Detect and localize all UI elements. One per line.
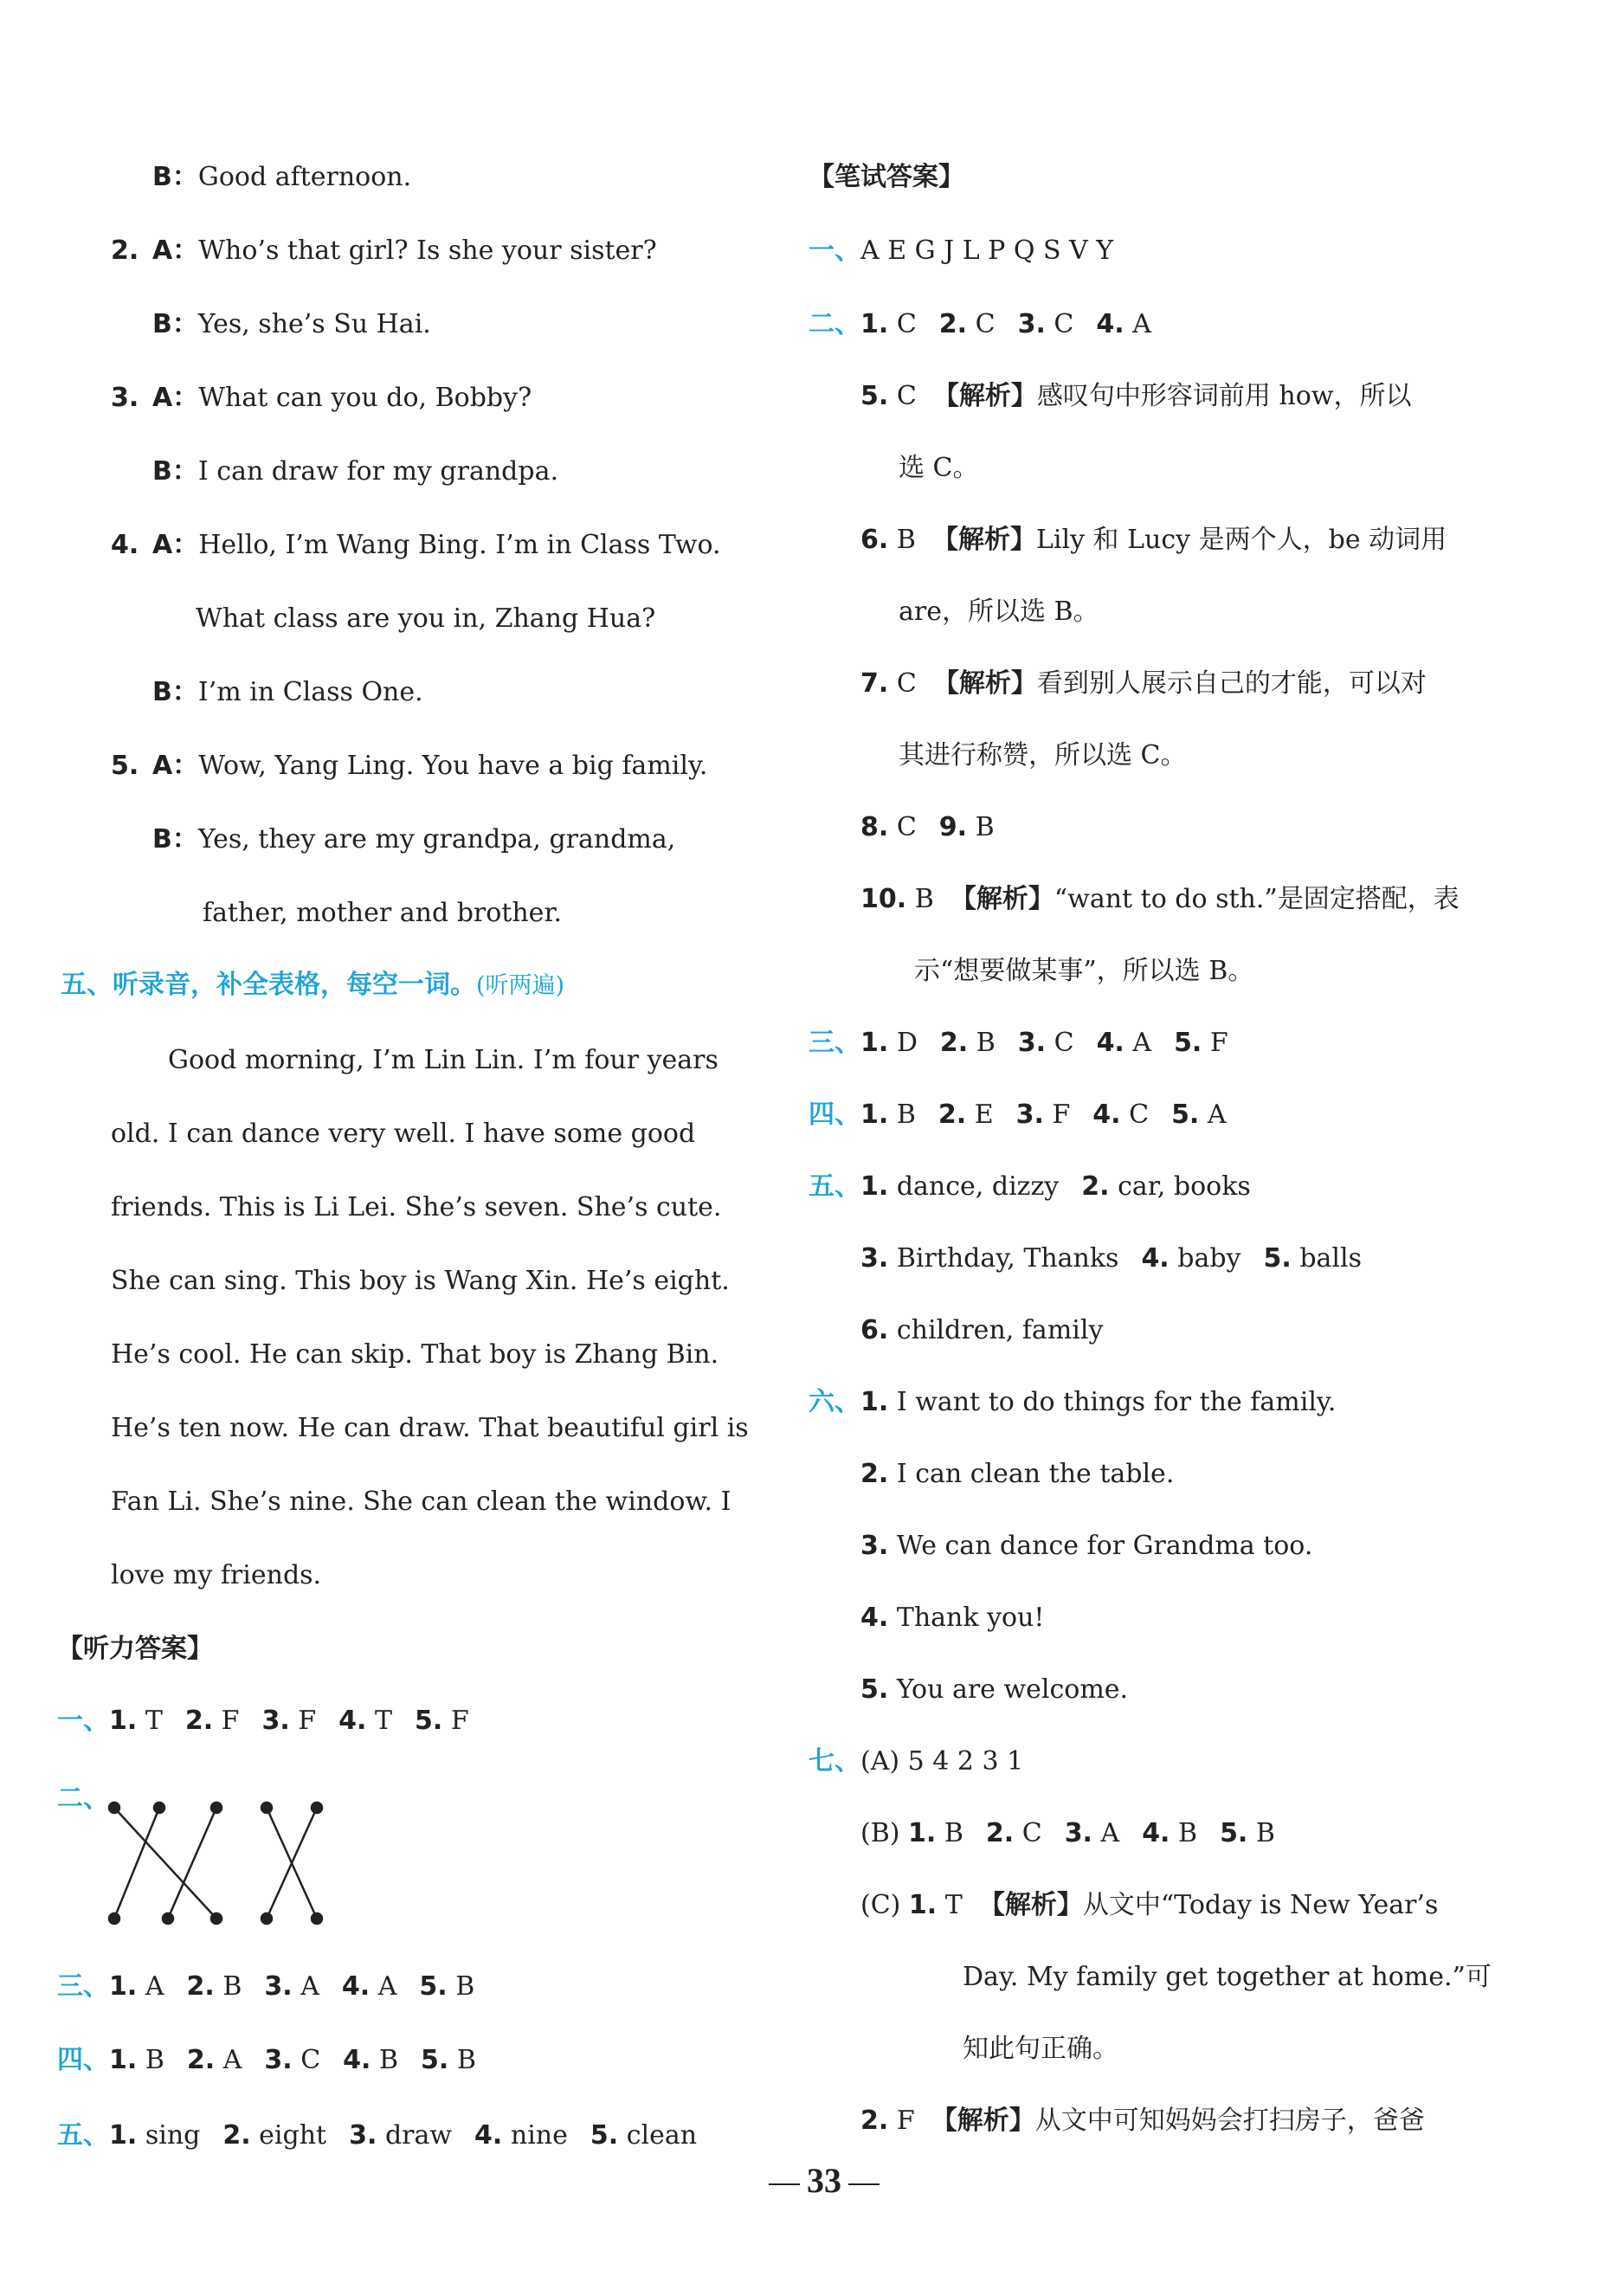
match-line-3 bbox=[168, 1808, 216, 1919]
written-q6-cont: are，所以选 B。 bbox=[899, 597, 1099, 627]
match-dot-top-3 bbox=[211, 1803, 222, 1813]
written-s6-5: 5. You are welcome. bbox=[860, 1674, 1129, 1705]
match-dot-bottom-1 bbox=[109, 1913, 119, 1924]
written-q5-cont: 选 C。 bbox=[899, 453, 979, 483]
match-dot-bottom-5 bbox=[312, 1913, 322, 1924]
match-dot-top-5 bbox=[312, 1803, 322, 1813]
passage-line-3: friends. This is Li Lei. She’s seven. She’s cute. bbox=[111, 1192, 722, 1222]
written-s1: 一、A E G J L P Q S V Y bbox=[809, 235, 1114, 266]
written-answers-header: 【笔试答案】 bbox=[809, 162, 964, 192]
listening-s4: 四、1. B 2. A 3. C 4. B 5. B bbox=[57, 2045, 476, 2075]
written-s3: 三、1. D 2. B 3. C 4. A 5. F bbox=[809, 1028, 1228, 1058]
written-q7-cont: 其进行称赞，所以选 C。 bbox=[899, 740, 1187, 771]
listening-s1: 一、1. T 2. F 3. F 4. T 5. F bbox=[57, 1706, 469, 1736]
dialog-line-10: B：Yes, they are my grandpa, grandma, bbox=[152, 824, 676, 855]
written-s5-row2: 3. Birthday, Thanks 4. baby 5. balls bbox=[860, 1243, 1363, 1274]
dialog-line-9: 5. A：Wow, Yang Ling. You have a big family. bbox=[111, 751, 708, 781]
written-q5: 5. C 【解析】感叹句中形容词前用 how，所以 bbox=[860, 381, 1412, 411]
written-s6-2: 2. I can clean the table. bbox=[860, 1459, 1175, 1489]
dialog-line-5: B：I can draw for my grandpa. bbox=[152, 456, 559, 487]
page-number-rule-right bbox=[848, 2183, 880, 2185]
written-s7-c1-cont1: Day. My family get together at home.”可 bbox=[963, 1962, 1492, 1992]
passage-line-6: He’s ten now. He can draw. That beautiful girl is bbox=[111, 1413, 749, 1443]
dialog-line-7: What class are you in, Zhang Hua? bbox=[196, 603, 656, 634]
passage-line-4: She can sing. This boy is Wang Xin. He’s eight. bbox=[111, 1266, 730, 1296]
match-dot-top-4 bbox=[261, 1803, 272, 1813]
section-5-title: 五、听录音，补全表格，每空一词。(听两遍) bbox=[61, 970, 565, 1000]
listening-s5: 五、1. sing 2. eight 3. draw 4. nine 5. clean bbox=[57, 2120, 698, 2151]
dialog-line-6: 4. A：Hello, I’m Wang Bing. I’m in Class Two. bbox=[111, 530, 721, 560]
written-q10: 10. B 【解析】“want to do sth.”是固定搭配，表 bbox=[860, 884, 1460, 914]
dialog-line-2: 2. A：Who’s that girl? Is she your sister? bbox=[111, 235, 657, 266]
match-dot-top-2 bbox=[154, 1803, 164, 1813]
dialog-line-3: B：Yes, she’s Su Hai. bbox=[152, 309, 431, 339]
listening-s3: 三、1. A 2. B 3. A 4. A 5. B bbox=[57, 1971, 475, 2002]
passage-line-7: Fan Li. She’s nine. She can clean the window. I bbox=[111, 1487, 731, 1517]
written-s6-1: 六、1. I want to do things for the family. bbox=[809, 1387, 1337, 1417]
match-dot-top-1 bbox=[109, 1803, 119, 1813]
page-number: 33 bbox=[762, 2160, 886, 2201]
passage-line-1: Good morning, I’m Lin Lin. I’m four years bbox=[168, 1045, 719, 1075]
written-s6-3: 3. We can dance for Grandma too. bbox=[860, 1531, 1313, 1561]
written-s6-4: 4. Thank you! bbox=[860, 1603, 1045, 1633]
written-q10-cont: 示“想要做某事”，所以选 B。 bbox=[914, 956, 1254, 986]
written-s7-a: 七、(A) 5 4 2 3 1 bbox=[809, 1746, 1024, 1777]
written-q7: 7. C 【解析】看到别人展示自己的才能，可以对 bbox=[860, 668, 1427, 699]
written-s5-row3: 6. children, family bbox=[860, 1315, 1104, 1345]
match-dot-bottom-4 bbox=[261, 1913, 272, 1924]
page-number-rule-left bbox=[769, 2183, 800, 2185]
listening-s2-label: 二、 bbox=[57, 1783, 109, 1814]
written-q6: 6. B 【解析】Lily 和 Lucy 是两个人，be 动词用 bbox=[860, 525, 1447, 555]
dialog-line-4: 3. A：What can you do, Bobby? bbox=[111, 383, 532, 413]
written-s7-c1: (C) 1. T 【解析】从文中“Today is New Year’s bbox=[860, 1890, 1439, 1920]
match-dot-bottom-3 bbox=[211, 1913, 222, 1924]
passage-line-2: old. I can dance very well. I have some good bbox=[111, 1119, 696, 1149]
match-line-1 bbox=[114, 1808, 216, 1919]
dialog-line-8: B：I’m in Class One. bbox=[152, 677, 423, 707]
dialog-line-11: father, mother and brother. bbox=[203, 898, 563, 928]
written-s7-c2: 2. F 【解析】从文中可知妈妈会打扫房子，爸爸 bbox=[860, 2106, 1425, 2136]
listening-answers-header: 【听力答案】 bbox=[57, 1634, 213, 1664]
written-q8-q9: 8. C 9. B bbox=[860, 812, 995, 842]
written-s7-c1-cont2: 知此句正确。 bbox=[963, 2034, 1118, 2064]
written-s2-row1: 二、1. C 2. C 3. C 4. A bbox=[809, 309, 1151, 339]
match-line-2 bbox=[114, 1808, 159, 1919]
matching-lines-diagram bbox=[95, 1783, 329, 1939]
written-s5-row1: 五、1. dance, dizzy 2. car, books bbox=[809, 1171, 1251, 1202]
written-s7-b: (B) 1. B 2. C 3. A 4. B 5. B bbox=[860, 1818, 1275, 1848]
dialog-line-1: B：Good afternoon. bbox=[152, 162, 412, 192]
passage-line-5: He’s cool. He can skip. That boy is Zhang Bin. bbox=[111, 1339, 719, 1370]
written-s4: 四、1. B 2. E 3. F 4. C 5. A bbox=[809, 1100, 1227, 1130]
passage-line-8: love my friends. bbox=[111, 1560, 322, 1590]
match-dot-bottom-2 bbox=[163, 1913, 173, 1924]
